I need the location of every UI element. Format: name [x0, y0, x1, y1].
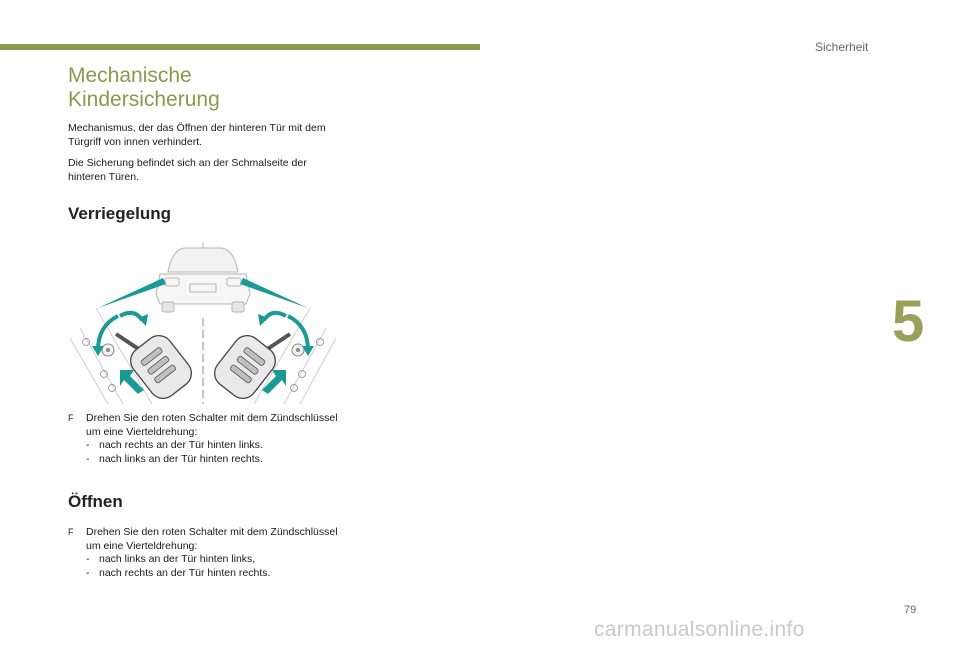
car-key-child-lock-illustration — [68, 238, 338, 404]
intro-paragraph: Mechanismus, der das Öffnen der hinteren Tür mit dem Türgriff von innen verhindert. — [68, 122, 326, 148]
instruction-text: Drehen Sie den roten Schalter mit dem Zündschlüssel um eine Vierteldrehung: — [86, 526, 338, 552]
dash-marker: - — [86, 452, 90, 465]
chapter-number: 5 — [892, 289, 925, 354]
locking-heading: Verriegelung — [68, 204, 171, 223]
dash-marker: - — [86, 439, 90, 451]
step-text: nach links an der Tür hinten links, — [99, 553, 256, 565]
header-rule — [0, 44, 480, 50]
list-item — [86, 553, 338, 567]
title-line: Mechanische — [68, 64, 192, 87]
step-text: nach links an der Tür hinten rechts. — [99, 452, 263, 465]
arrow-bullet-icon: F — [68, 527, 74, 537]
locking-instruction — [68, 412, 338, 466]
opening-heading: Öffnen — [68, 492, 123, 511]
car-icon — [156, 242, 250, 312]
page-title — [68, 64, 338, 112]
instruction-text: Drehen Sie den roten Schalter mit dem Zündschlüssel um eine Vierteldrehung: — [86, 412, 338, 438]
list-item — [86, 567, 338, 581]
dash-marker: - — [86, 553, 90, 565]
arrow-bullet-icon: F — [68, 413, 74, 423]
list-item — [86, 453, 338, 467]
section-label: Sicherheit — [815, 40, 869, 54]
step-text: nach rechts an der Tür hinten links. — [99, 439, 263, 451]
page-number: 79 — [904, 604, 917, 616]
main-content — [68, 64, 338, 580]
opening-instruction — [68, 526, 338, 580]
title-line: Kindersicherung — [68, 88, 220, 111]
intro-paragraph: Die Sicherung befindet sich an der Schmalseite der hinteren Türen. — [68, 157, 307, 183]
list-item — [86, 439, 338, 453]
step-text: nach rechts an der Tür hinten rechts. — [99, 566, 271, 579]
dash-marker: - — [86, 566, 90, 579]
watermark: carmanualsonline.info — [594, 618, 805, 641]
